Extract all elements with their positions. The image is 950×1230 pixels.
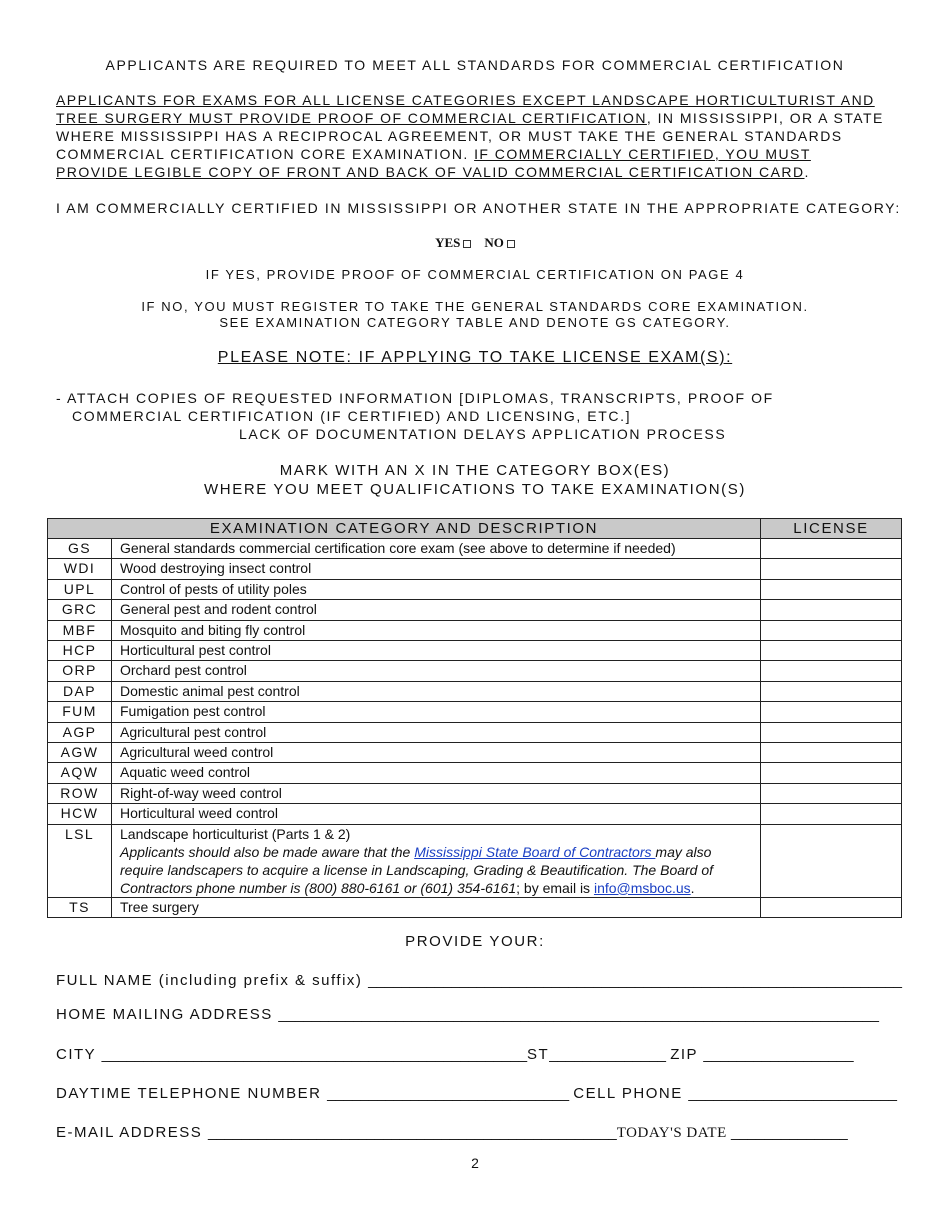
home-address-row xyxy=(56,1006,879,1023)
table-row xyxy=(48,641,902,661)
category-code: ROW xyxy=(48,783,112,803)
full-name-field[interactable]: ________________________________________________________________ xyxy=(368,972,902,989)
table-row xyxy=(48,681,902,701)
daytime-phone-label: DAYTIME TELEPHONE NUMBER xyxy=(56,1085,328,1102)
license-box[interactable] xyxy=(761,763,902,783)
category-code: GS xyxy=(48,539,112,559)
intro-alternatives: , IN MISSISSIPPI, OR A STATE WHERE MISSISSIPPI HAS A RECIPROCAL AGREEMENT, OR MUST TAKE THE GENERAL STANDARDS COMMERCIAL CERTIFICATION CORE EXAMINATION. xyxy=(56,110,884,162)
please-note xyxy=(0,349,950,367)
table-row xyxy=(48,579,902,599)
email-field[interactable]: _________________________________________________ xyxy=(207,1124,617,1141)
page-number: 2 xyxy=(471,1155,479,1171)
category-code: HCW xyxy=(48,804,112,824)
todays-date-label: TODAY'S DATE xyxy=(616,1125,731,1141)
table-row xyxy=(48,743,902,763)
table-body xyxy=(48,539,902,918)
table-row xyxy=(48,661,902,681)
city-field[interactable]: ___________________________________________________ xyxy=(101,1046,528,1063)
examination-category-table xyxy=(47,518,902,918)
lsl-email-prefix: ; by email is xyxy=(516,879,594,896)
table-row xyxy=(48,763,902,783)
city-row xyxy=(56,1046,854,1063)
lsl-title: Landscape horticulturist (Parts 1 & 2) xyxy=(120,825,351,842)
license-box[interactable] xyxy=(761,620,902,640)
table-header-row xyxy=(48,519,902,539)
table-row xyxy=(48,559,902,579)
license-box[interactable] xyxy=(761,722,902,742)
license-box[interactable] xyxy=(761,702,902,722)
category-description: Agricultural weed control xyxy=(112,743,761,763)
category-description: Wood destroying insect control xyxy=(112,559,761,579)
category-description: Domestic animal pest control xyxy=(112,681,761,701)
if-no-line-1: IF NO, YOU MUST REGISTER TO TAKE THE GENERAL STANDARDS CORE EXAMINATION. xyxy=(141,299,809,314)
category-description: Right-of-way weed control xyxy=(112,783,761,803)
attach-instructions xyxy=(56,389,916,443)
category-description: Tree surgery xyxy=(112,897,761,917)
lsl-note-prefix: Applicants should also be made aware that the xyxy=(120,843,415,860)
lsl-note-end: . xyxy=(690,879,695,896)
please-note-text: PLEASE NOTE: IF APPLYING TO TAKE LICENSE EXAM(S): xyxy=(217,349,733,366)
page-heading: APPLICANTS ARE REQUIRED TO MEET ALL STANDARDS FOR COMMERCIAL CERTIFICATION xyxy=(105,57,845,73)
zip-field[interactable]: __________________ xyxy=(703,1046,854,1063)
category-description xyxy=(112,824,761,897)
category-description: Fumigation pest control xyxy=(112,702,761,722)
category-description: Mosquito and biting fly control xyxy=(112,620,761,640)
category-code: DAP xyxy=(48,681,112,701)
state-field[interactable]: ______________ xyxy=(549,1046,671,1063)
attach-line-2: COMMERCIAL CERTIFICATION (IF CERTIFIED) AND LICENSING, ETC.] xyxy=(72,408,632,424)
email-link[interactable]: info@msboc.us xyxy=(593,879,691,896)
category-code: WDI xyxy=(48,559,112,579)
header-category: EXAMINATION CATEGORY AND DESCRIPTION xyxy=(48,519,761,539)
license-box[interactable] xyxy=(761,539,902,559)
intro-period: . xyxy=(804,164,810,180)
license-box[interactable] xyxy=(761,743,902,763)
category-description: General pest and rodent control xyxy=(112,600,761,620)
license-box[interactable] xyxy=(761,804,902,824)
yes-checkbox[interactable] xyxy=(463,240,471,248)
license-box[interactable] xyxy=(761,641,902,661)
category-code: AGP xyxy=(48,722,112,742)
license-box[interactable] xyxy=(761,681,902,701)
intro-card-requirement: IF COMMERCIALLY CERTIFIED, YOU MUST PROVIDE LEGIBLE COPY OF FRONT AND BACK OF VALID COMMERCIAL CERTIFICATION CARD xyxy=(56,146,811,180)
table-row xyxy=(48,539,902,559)
cell-phone-field[interactable]: _________________________ xyxy=(688,1085,897,1102)
category-code: TS xyxy=(48,897,112,917)
intro-requirement: APPLICANTS FOR EXAMS FOR ALL LICENSE CATEGORIES EXCEPT LANDSCAPE HORTICULTURIST AND TREE SURGERY MUST PROVIDE PROOF OF COMMERCIAL CERTIFICATION xyxy=(56,92,875,126)
yes-label: YES xyxy=(435,235,461,250)
email-row xyxy=(56,1124,848,1142)
table-row xyxy=(48,804,902,824)
category-code: GRC xyxy=(48,600,112,620)
table-row xyxy=(48,600,902,620)
category-description: General standards commercial certification core exam (see above to determine if needed) xyxy=(112,539,761,559)
todays-date-field[interactable]: ______________ xyxy=(730,1124,848,1141)
email-label: E-MAIL ADDRESS xyxy=(56,1124,208,1141)
if-yes-note: IF YES, PROVIDE PROOF OF COMMERCIAL CERTIFICATION ON PAGE 4 xyxy=(205,267,745,282)
full-name-label: FULL NAME (including prefix & suffix) xyxy=(56,972,369,989)
daytime-phone-field[interactable]: _____________________________ xyxy=(327,1085,574,1102)
category-code: UPL xyxy=(48,579,112,599)
license-box[interactable] xyxy=(761,600,902,620)
phone-row xyxy=(56,1085,897,1102)
city-label: CITY xyxy=(56,1046,102,1063)
license-box[interactable] xyxy=(761,579,902,599)
category-code: AGW xyxy=(48,743,112,763)
zip-label: ZIP xyxy=(670,1046,704,1063)
category-description: Control of pests of utility poles xyxy=(112,579,761,599)
home-address-field[interactable]: ________________________________________________________________________ xyxy=(278,1006,880,1023)
yes-no-row xyxy=(0,235,950,251)
table-row xyxy=(48,620,902,640)
table-row-lsl xyxy=(48,824,902,897)
category-description: Orchard pest control xyxy=(112,661,761,681)
category-description: Agricultural pest control xyxy=(112,722,761,742)
cell-phone-label: CELL PHONE xyxy=(573,1085,689,1102)
mark-line-2: WHERE YOU MEET QUALIFICATIONS TO TAKE EXAMINATION(S) xyxy=(204,481,746,498)
intro-paragraph xyxy=(56,91,886,181)
table-row xyxy=(48,702,902,722)
no-checkbox[interactable] xyxy=(507,240,515,248)
category-description: Horticultural pest control xyxy=(112,641,761,661)
attach-line-3: LACK OF DOCUMENTATION DELAYS APPLICATION PROCESS xyxy=(239,426,727,442)
table-row xyxy=(48,722,902,742)
license-box[interactable] xyxy=(761,824,902,897)
if-no-note xyxy=(0,299,950,331)
license-box[interactable] xyxy=(761,559,902,579)
certified-statement: I AM COMMERCIALLY CERTIFIED IN MISSISSIPPI OR ANOTHER STATE IN THE APPROPRIATE CATEGORY: xyxy=(56,200,901,216)
mark-instructions xyxy=(0,461,950,499)
license-box[interactable] xyxy=(761,661,902,681)
if-no-line-2: SEE EXAMINATION CATEGORY TABLE AND DENOTE GS CATEGORY. xyxy=(219,315,731,330)
category-code: HCP xyxy=(48,641,112,661)
category-code: ORP xyxy=(48,661,112,681)
category-description: Horticultural weed control xyxy=(112,804,761,824)
category-code: FUM xyxy=(48,702,112,722)
lsl-note-middle: may also require landscapers to acquire a license in Landscaping, Grading & Beautification. The Board of Contractors phone number is (800) 880-6161 or (601) 354-6161 xyxy=(120,843,714,896)
state-label: ST xyxy=(527,1046,550,1063)
no-label: NO xyxy=(484,235,504,250)
category-code: MBF xyxy=(48,620,112,640)
category-code: AQW xyxy=(48,763,112,783)
provide-your-heading: PROVIDE YOUR: xyxy=(405,933,545,950)
table-row-ts xyxy=(48,897,902,917)
category-code: LSL xyxy=(48,824,112,897)
lsl-note xyxy=(120,843,752,897)
table-row xyxy=(48,783,902,803)
license-box[interactable] xyxy=(761,783,902,803)
board-of-contractors-link[interactable]: Mississippi State Board of Contractors xyxy=(414,843,656,860)
full-name-row xyxy=(56,972,902,989)
attach-line-1: - ATTACH COPIES OF REQUESTED INFORMATION [DIPLOMAS, TRANSCRIPTS, PROOF OF xyxy=(56,390,774,406)
home-address-label: HOME MAILING ADDRESS xyxy=(56,1006,279,1023)
license-box[interactable] xyxy=(761,897,902,917)
mark-line-1: MARK WITH AN X IN THE CATEGORY BOX(ES) xyxy=(279,462,671,479)
header-license: LICENSE xyxy=(761,519,902,539)
category-description: Aquatic weed control xyxy=(112,763,761,783)
